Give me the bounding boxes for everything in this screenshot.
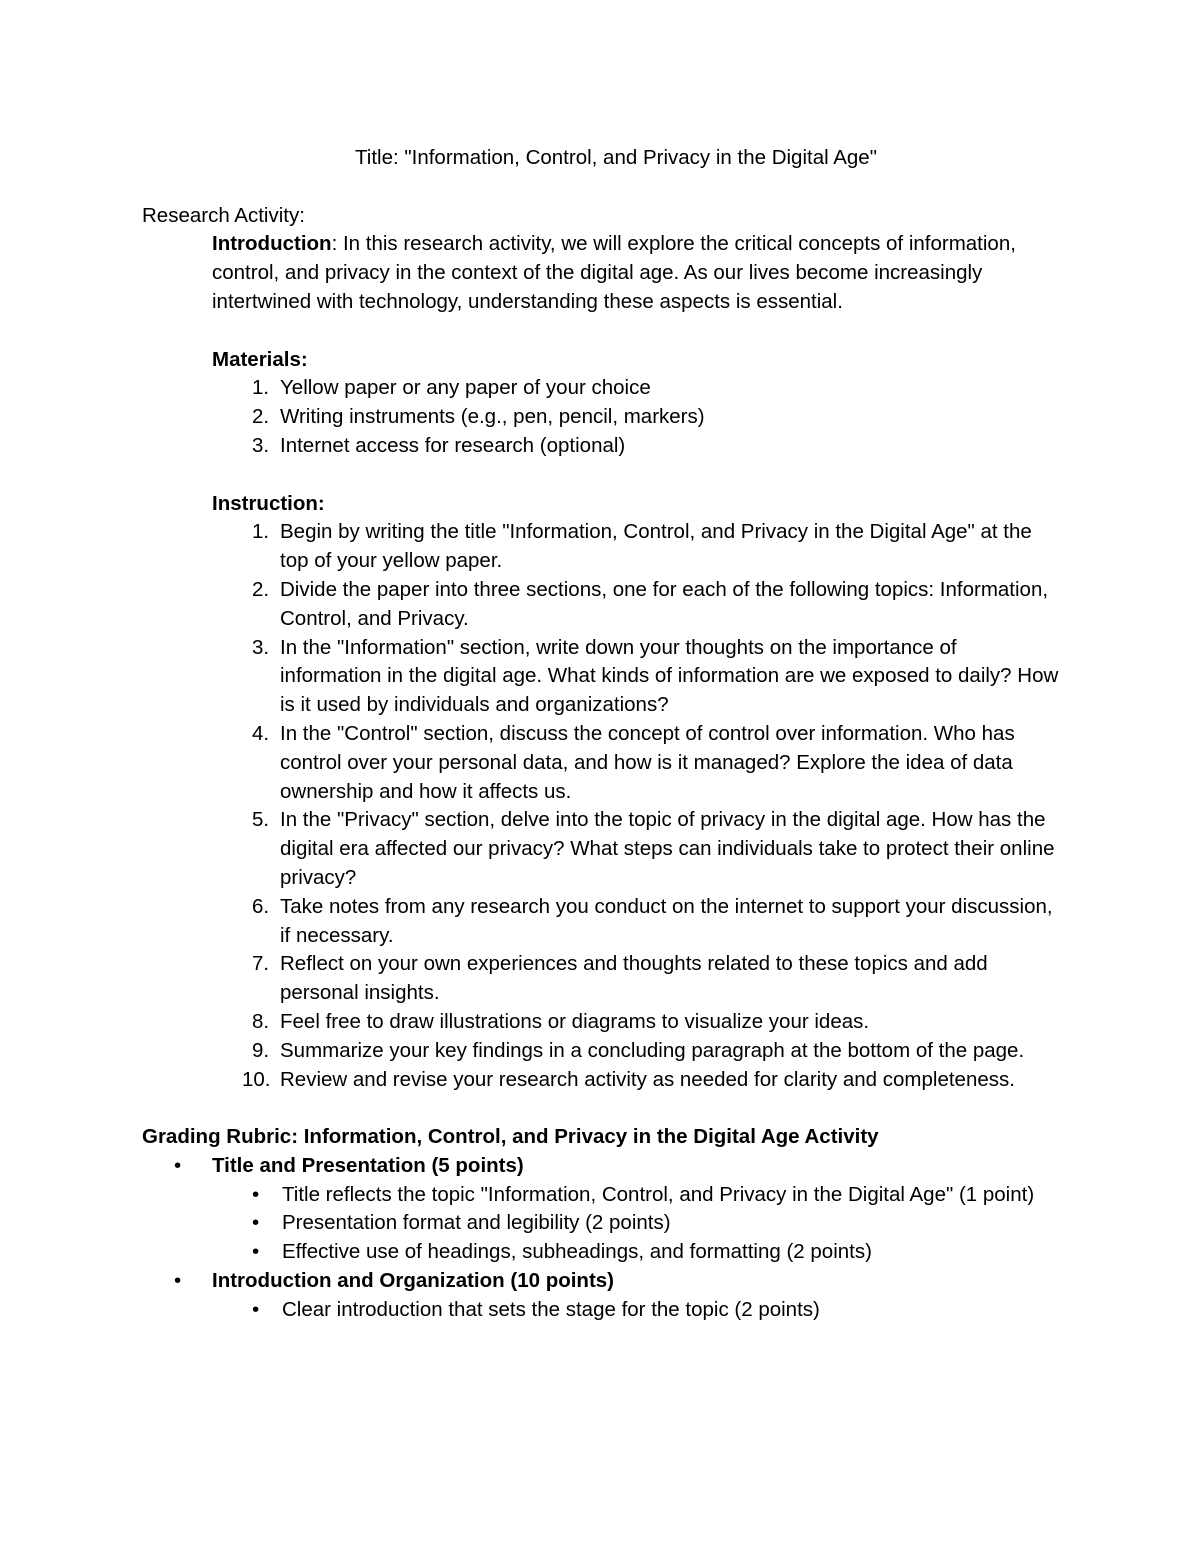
list-item: 2. Divide the paper into three sections, one for each of the following topics: Information, Control, and Privacy. bbox=[252, 577, 1049, 630]
rubric-category bbox=[142, 1267, 1060, 1325]
rubric-criterion: • Clear introduction that sets the stage for the topic (2 points) bbox=[212, 1296, 1060, 1325]
rubric-criteria-list bbox=[212, 1181, 1060, 1267]
spacer bbox=[142, 1094, 1060, 1123]
bullet-icon: • bbox=[174, 1269, 182, 1293]
list-item: 3. In the "Information" section, write down your thoughts on the importance of information in the digital age. What kinds of information are we exposed to daily? How is it used by individuals and organizations? bbox=[252, 635, 1059, 717]
introduction-paragraph bbox=[212, 230, 1060, 316]
list-item: 1. Yellow paper or any paper of your choice bbox=[252, 376, 651, 400]
section-label-research-activity: Research Activity: bbox=[142, 203, 305, 227]
bullet-icon: • bbox=[174, 1153, 182, 1177]
research-activity-body bbox=[212, 230, 1060, 1094]
rubric-criterion: • Effective use of headings, subheadings, and formatting (2 points) bbox=[212, 1238, 1060, 1267]
list-item: 5. In the "Privacy" section, delve into the topic of privacy in the digital age. How has the digital era affected our privacy? What steps can individuals take to protect their online privacy? bbox=[252, 808, 1055, 889]
rubric-list bbox=[142, 1152, 1060, 1325]
list-item: 3. Internet access for research (optional) bbox=[252, 433, 626, 457]
document-title: Title: "Information, Control, and Privacy in the Digital Age" bbox=[355, 146, 877, 169]
rubric-category-label: Title and Presentation (5 points) bbox=[212, 1153, 524, 1177]
rubric-criterion: • Title reflects the topic "Information, Control, and Privacy in the Digital Age" (1 point) bbox=[212, 1181, 1060, 1210]
bullet-icon: • bbox=[252, 1182, 260, 1206]
rubric-criterion: • Presentation format and legibility (2 points) bbox=[212, 1209, 1060, 1238]
list-item: 6. Take notes from any research you conduct on the internet to support your discussion, if necessary. bbox=[252, 894, 1053, 947]
bullet-icon: • bbox=[252, 1211, 260, 1235]
list-item: 1. Begin by writing the title "Information, Control, and Privacy in the Digital Age" at the top of your yellow paper. bbox=[252, 520, 1032, 573]
rubric-category bbox=[142, 1152, 1060, 1267]
list-item: 9. Summarize your key findings in a concluding paragraph at the bottom of the page. bbox=[252, 1038, 1025, 1062]
list-item: 8. Feel free to draw illustrations or diagrams to visualize your ideas. bbox=[252, 1009, 870, 1033]
rubric-category-label: Introduction and Organization (10 points) bbox=[212, 1269, 615, 1293]
list-item: 10. Review and revise your research activity as needed for clarity and completeness. bbox=[242, 1067, 1015, 1091]
bullet-icon: • bbox=[252, 1297, 260, 1321]
introduction-text: : In this research activity, we will explore the critical concepts of information, control, and privacy in the context of the digital age. As our lives become increasingly intertwined with technology, understanding these aspects is essential. bbox=[212, 232, 1016, 313]
instruction-heading: Instruction: bbox=[212, 491, 325, 515]
materials-list bbox=[212, 374, 1060, 460]
rubric-criteria-list bbox=[212, 1296, 1060, 1325]
bullet-icon: • bbox=[252, 1240, 260, 1264]
instruction-list bbox=[212, 518, 1060, 1094]
list-item: 4. In the "Control" section, discuss the concept of control over information. Who has control over your personal data, and how is it managed? Explore the idea of data ownership and how it affects us. bbox=[252, 721, 1015, 803]
rubric-heading: Grading Rubric: Information, Control, and Privacy in the Digital Age Activity bbox=[142, 1125, 879, 1149]
introduction-label: Introduction bbox=[212, 232, 332, 256]
list-item: 2. Writing instruments (e.g., pen, pencil, markers) bbox=[252, 405, 705, 429]
spacer bbox=[212, 461, 1060, 490]
list-item: 7. Reflect on your own experiences and thoughts related to these topics and add personal insights. bbox=[252, 952, 988, 1005]
materials-heading: Materials: bbox=[212, 347, 308, 371]
